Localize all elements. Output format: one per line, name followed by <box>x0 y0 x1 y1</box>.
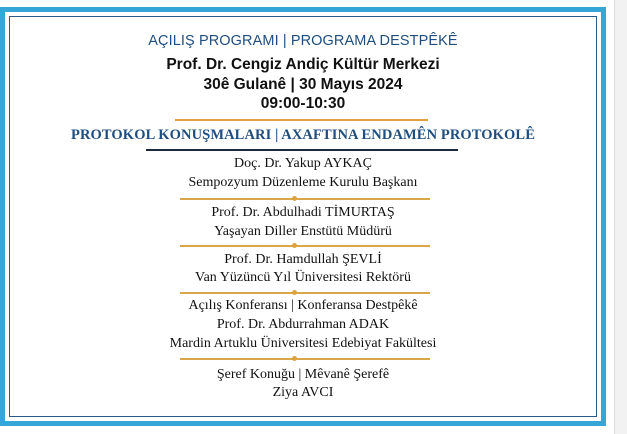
venue: Prof. Dr. Cengiz Andiç Kültür Merkezi <box>166 56 440 73</box>
speaker-2-role: Yaşayan Diller Enstütü Müdürü <box>214 224 392 239</box>
divider-1-dot <box>292 196 297 201</box>
divider-top <box>175 119 428 121</box>
divider-3 <box>180 292 430 294</box>
speaker-3-role: Van Yüzüncü Yıl Üniversitesi Rektörü <box>195 270 411 285</box>
divider-2-dot <box>292 243 297 248</box>
speaker-1-name: Doç. Dr. Yakup AYKAÇ <box>234 156 372 171</box>
conference-speaker-role: Mardin Artuklu Üniversitesi Edebiyat Fakültesi <box>169 336 437 351</box>
divider-4-dot <box>292 356 297 361</box>
conference-speaker-name: Prof. Dr. Abdurrahman ADAK <box>216 317 390 332</box>
divider-section <box>146 149 458 151</box>
honor-guest-name: Ziya AVCI <box>272 385 334 400</box>
speaker-3-name: Prof. Dr. Hamdullah ŞEVLİ <box>224 252 382 267</box>
divider-4 <box>180 358 430 360</box>
divider-3-dot <box>292 290 297 295</box>
divider-2 <box>180 245 430 247</box>
speaker-1-role: Sempozyum Düzenleme Kurulu Başkanı <box>188 175 418 190</box>
conference-label: Açılış Konferansı | Konferansa Destpêkê <box>188 298 418 313</box>
honor-label: Şeref Konuğu | Mêvanê Şerefê <box>216 367 390 382</box>
divider-1 <box>180 198 430 200</box>
program-title: AÇILIŞ PROGRAMI | PROGRAMA DESTPÊKÊ <box>148 33 458 49</box>
speaker-2-name: Prof. Dr. Abdulhadi TİMURTAŞ <box>211 205 395 220</box>
event-time: 09:00-10:30 <box>260 95 346 112</box>
scrollbar-strip <box>614 0 627 434</box>
section-title: PROTOKOL KONUŞMALARI | AXAFTINA ENDAMÊN PROTOKOLÊ <box>71 127 535 143</box>
event-date: 30ê Gulanê | 30 Mayıs 2024 <box>203 76 403 93</box>
